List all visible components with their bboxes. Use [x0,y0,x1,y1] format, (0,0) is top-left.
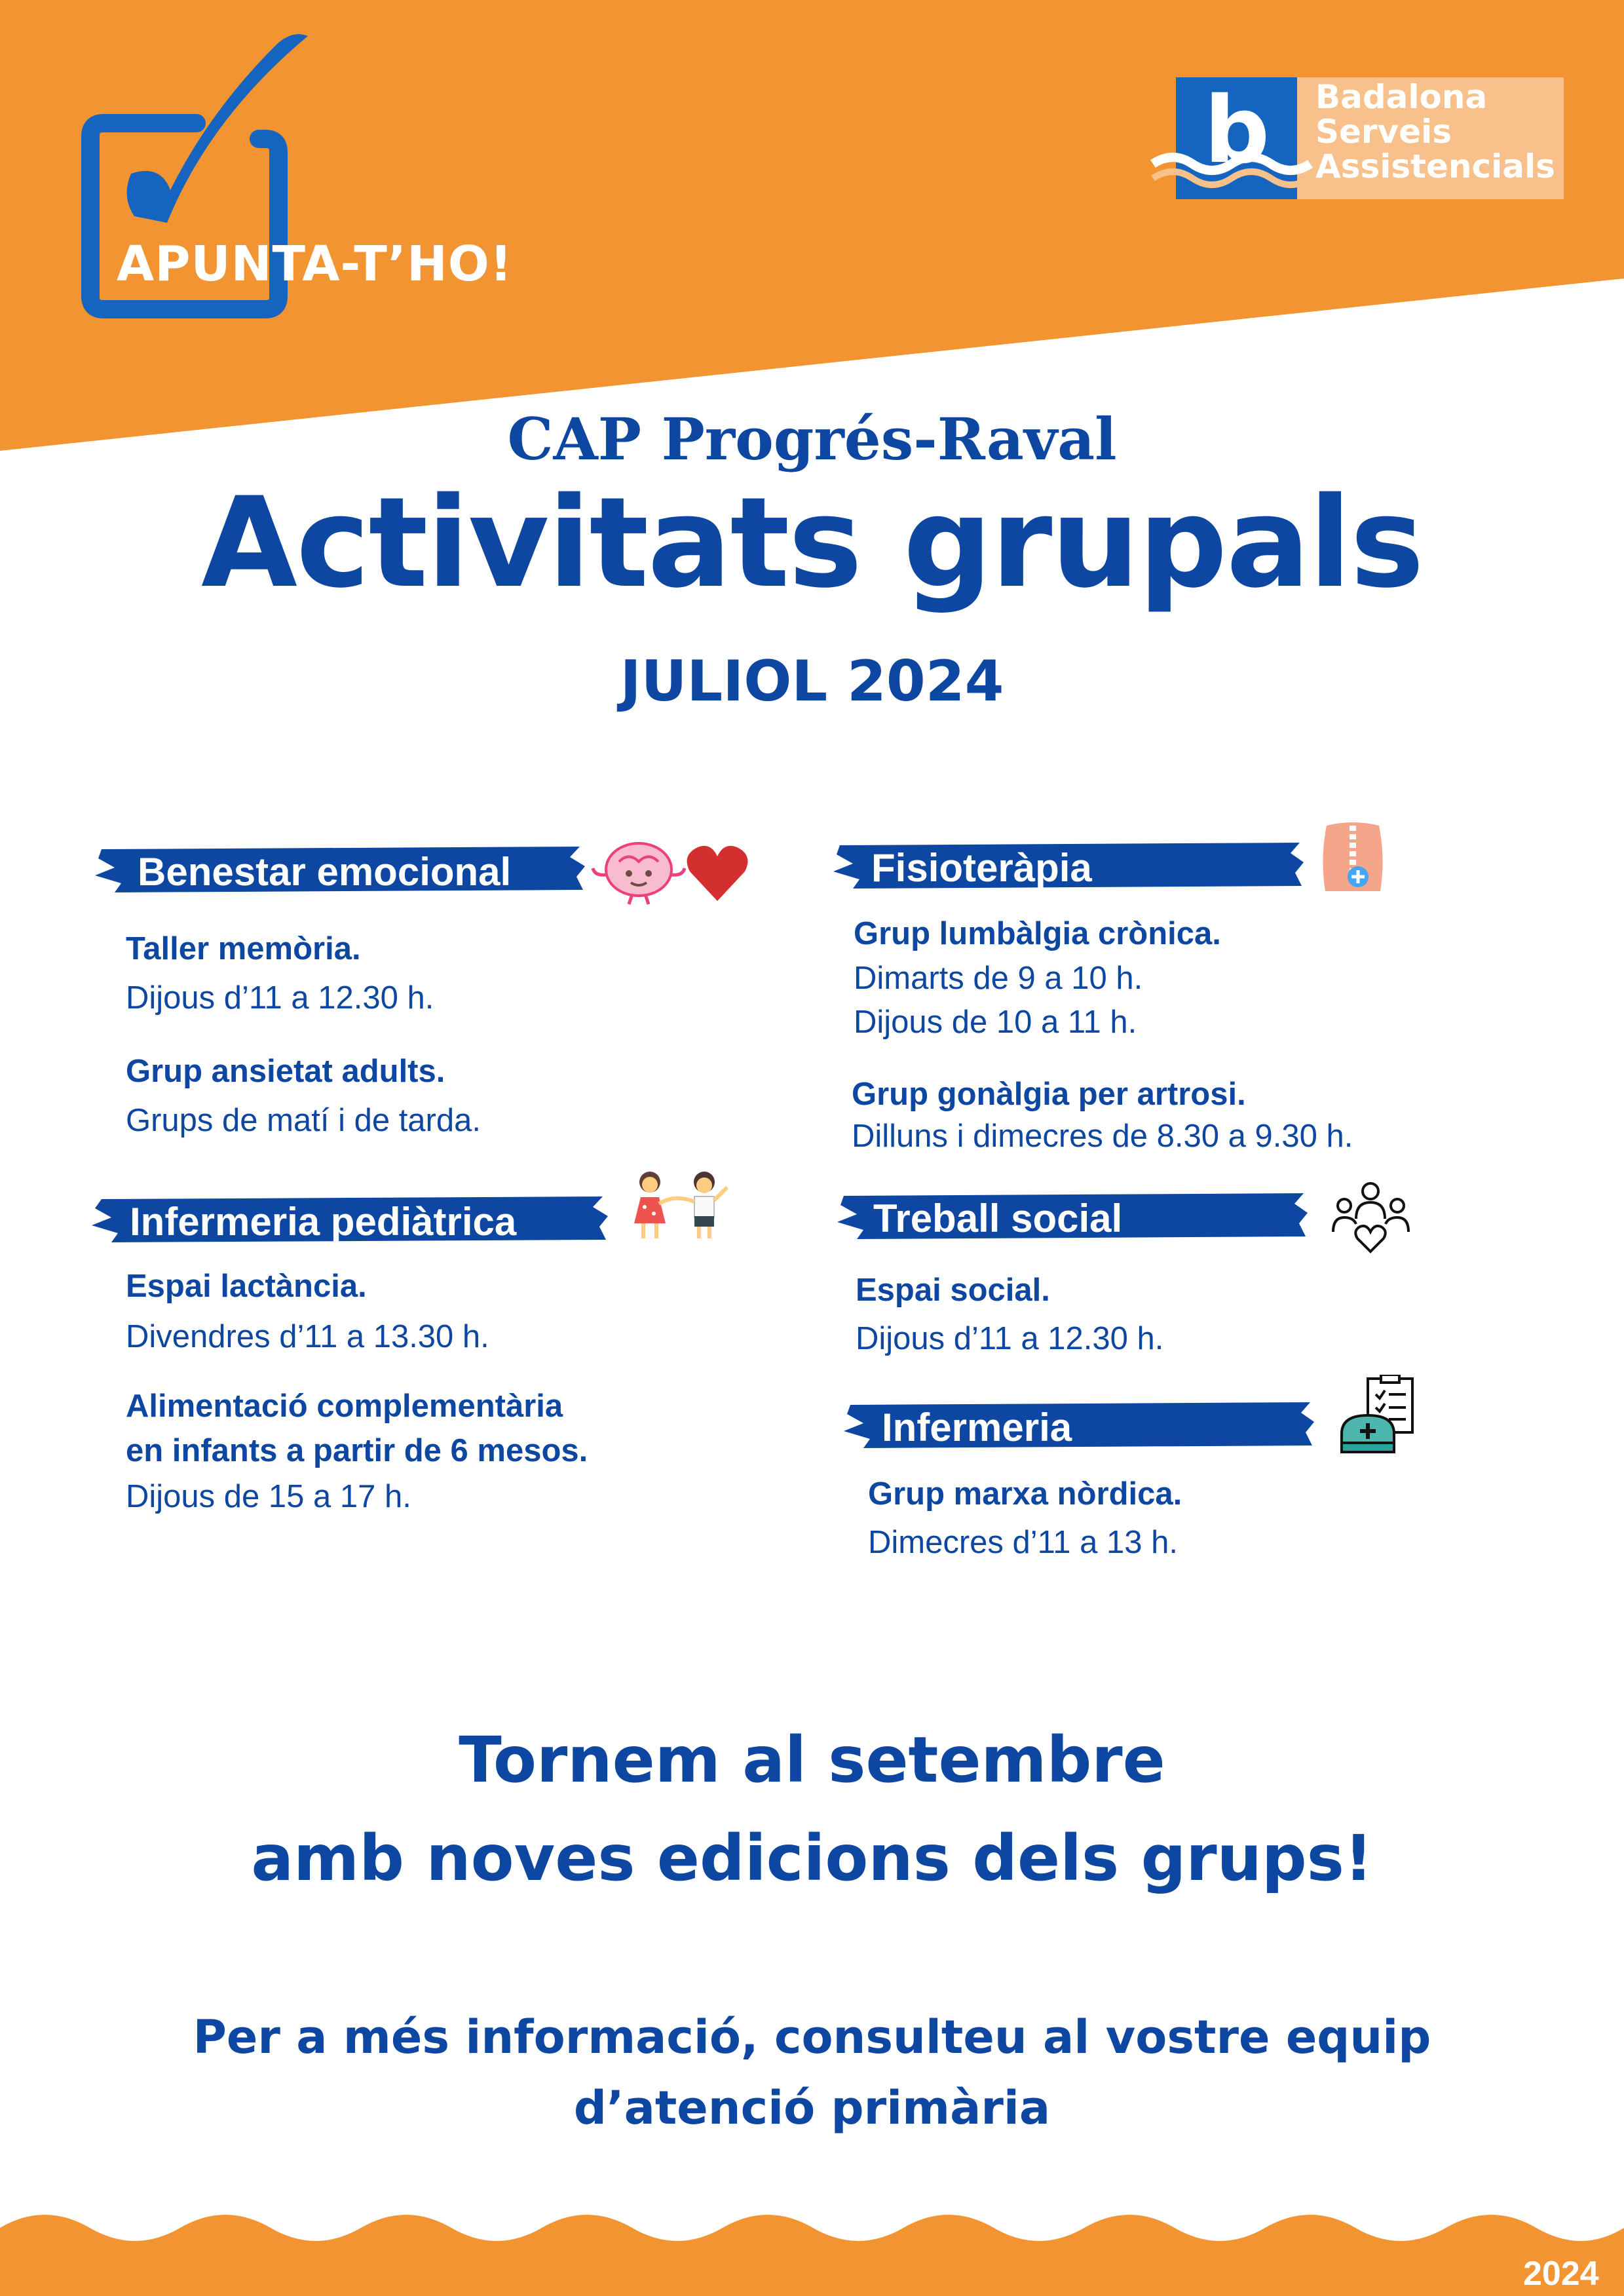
nurse-cap-icon [1336,1375,1418,1457]
section-pediatrica [92,1194,609,1244]
info-line-2: d’atenció primària [573,2081,1051,2135]
spine-icon [1313,819,1392,894]
section-social [837,1191,1309,1240]
footer-waves [0,2202,1624,2296]
activity-title-line-2: en infants a partir de 6 mesos. [126,1433,588,1468]
heart-icon [685,842,750,904]
activity-title: Grup gonàlgia per artrosi. [852,1077,1246,1112]
brain-icon [590,835,688,908]
activity-schedule: Grups de matí i de tarda. [126,1103,481,1138]
activity-title: Grup lumbàlgia crònica. [854,916,1221,951]
activity-title: Grup marxa nòrdica. [868,1476,1182,1512]
badge-text: APUNTA-T’HO! [117,236,513,292]
activity-title: Grup ansietat adults. [126,1054,445,1089]
footer-year: 2024 [1523,2255,1599,2293]
activity-schedule: Dimarts de 9 a 10 h. [854,961,1143,996]
center-name: CAP Progrés-Raval [507,405,1117,473]
activity-schedule: Dijous de 15 a 17 h. [126,1479,411,1514]
activity-schedule: Dimecres d’11 a 13 h. [868,1525,1178,1560]
section-title-social: Treball social [873,1196,1123,1240]
section-title-infermeria: Infermeria [882,1406,1072,1449]
section-title-benestar: Benestar emocional [138,850,512,894]
section-fisio [833,840,1305,890]
month-label: JULIOL 2024 [620,649,1004,714]
logo-line-2: Serveis [1315,113,1452,151]
section-title-fisio: Fisioteràpia [871,846,1092,890]
activity-title: Espai social. [856,1272,1050,1308]
info-line-1: Per a més informació, consulteu al vostre equip [193,2010,1431,2064]
activity-schedule: Dijous de 10 a 11 h. [854,1004,1137,1040]
activity-title: Alimentació complementària [126,1388,563,1424]
activity-title: Espai lactància. [126,1269,367,1304]
closing-line-1: Tornem al setembre [459,1723,1165,1797]
logo-letter: b [1204,77,1270,184]
activity-schedule: Dilluns i dimecres de 8.30 a 9.30 h. [852,1119,1353,1154]
section-benestar [95,844,586,894]
closing-line-2: amb noves edicions dels grups! [251,1822,1373,1895]
activity-schedule: Dijous d’11 a 12.30 h. [126,980,434,1016]
header-banner [0,0,1624,459]
section-title-pediatrica: Infermeria pediàtrica [130,1200,517,1244]
people-heart-icon [1330,1179,1412,1255]
section-infermeria [844,1400,1315,1449]
children-icon [622,1168,734,1243]
activity-title: Taller memòria. [126,931,361,966]
page-title: Activitats grupals [200,470,1424,615]
logo-text [1315,80,1555,184]
logo-line-3: Assistencials [1315,147,1555,185]
logo-line-1: Badalona [1315,78,1488,116]
activity-schedule: Dijous d’11 a 12.30 h. [856,1321,1164,1356]
activity-schedule: Divendres d’11 a 13.30 h. [126,1319,489,1354]
